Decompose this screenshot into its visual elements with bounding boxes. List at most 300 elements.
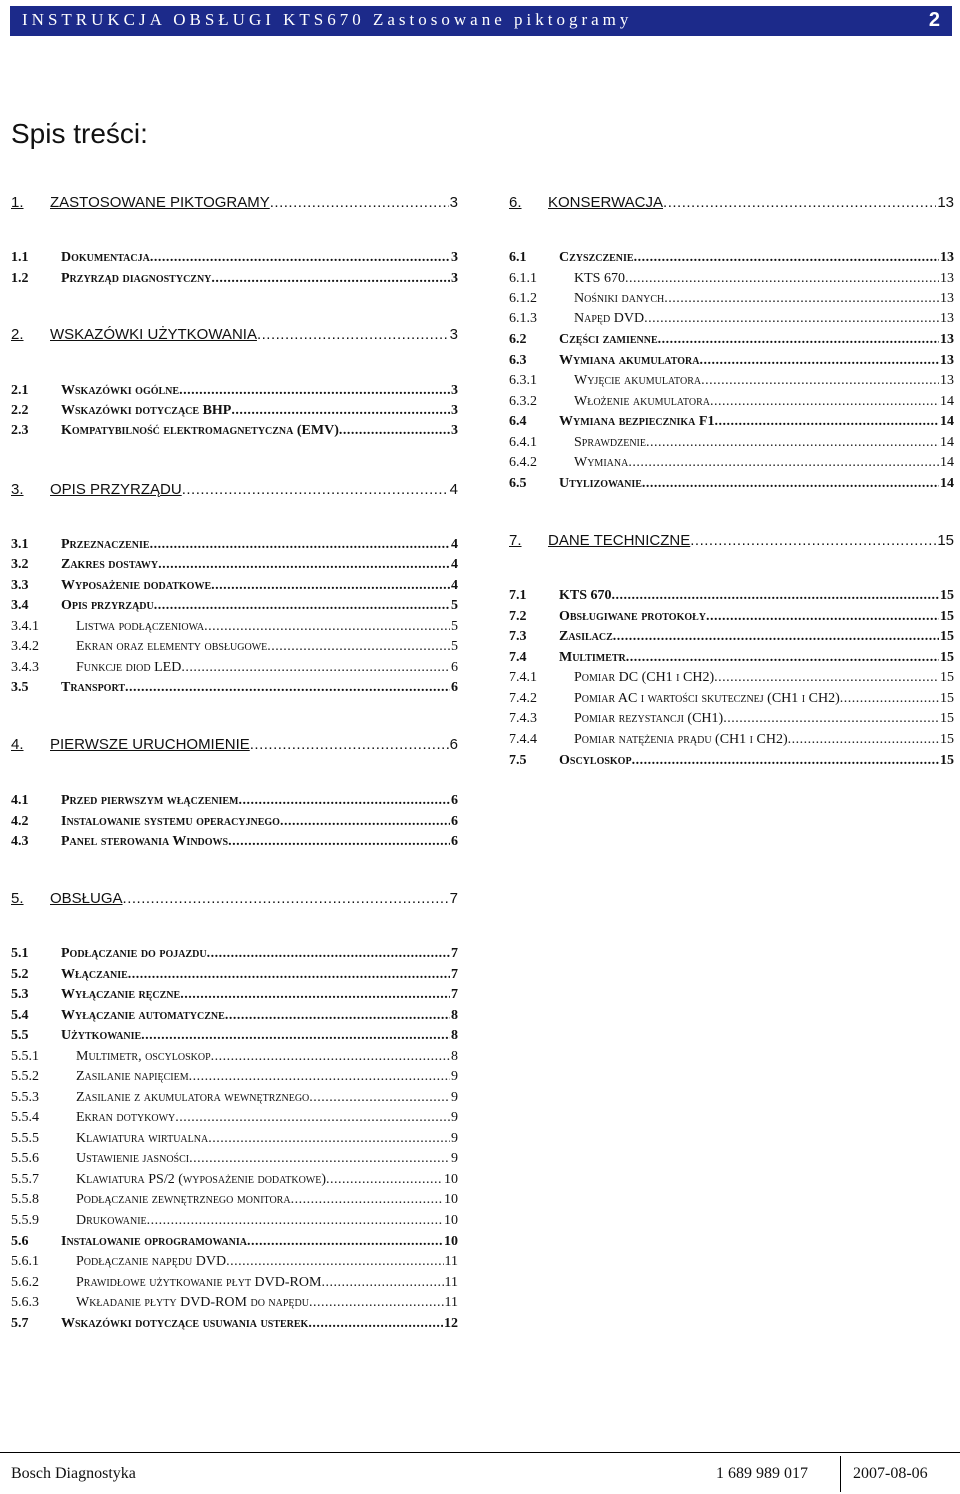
toc-dot-leader xyxy=(701,373,939,389)
toc-dot-leader xyxy=(267,639,450,655)
footer-vertical-divider xyxy=(840,1456,841,1492)
toc-entry[interactable] xyxy=(11,1172,458,1188)
toc-entry-number: 5.5.2 xyxy=(11,1069,39,1084)
toc-entry-page: 3 xyxy=(451,403,458,418)
toc-entry-number: 1. xyxy=(11,194,24,211)
toc-entry[interactable] xyxy=(11,1316,458,1332)
toc-entry-title: Ekran oraz elementy obsługowe xyxy=(76,639,268,654)
toc-entry-page: 13 xyxy=(940,332,954,347)
toc-dot-leader xyxy=(208,1131,450,1147)
toc-entry-number: 5.5.9 xyxy=(11,1213,39,1228)
toc-entry-title: Podłączanie do pojazdu xyxy=(61,946,207,961)
toc-entry-title: Zasilanie z akumulatora wewnętrznego xyxy=(76,1090,310,1105)
toc-entry-number: 7.4.1 xyxy=(509,670,537,685)
toc-entry[interactable] xyxy=(509,609,954,625)
toc-entry[interactable] xyxy=(11,383,458,399)
toc-dot-leader xyxy=(309,1295,444,1311)
toc-dot-leader xyxy=(840,691,939,707)
toc-title: Spis treści: xyxy=(11,118,148,149)
toc-entry-number: 6.4.1 xyxy=(509,435,537,450)
footer-date: 2007-08-06 xyxy=(853,1465,928,1482)
toc-entry-number: 4.3 xyxy=(11,834,29,849)
toc-entry[interactable] xyxy=(509,650,954,666)
toc-entry-number: 5.1 xyxy=(11,946,29,961)
toc-entry-title: Sprawdzenie xyxy=(574,435,646,450)
toc-dot-leader xyxy=(150,537,450,553)
toc-entry-number: 6.2 xyxy=(509,332,527,347)
toc-entry[interactable] xyxy=(11,1049,458,1065)
toc-dot-leader xyxy=(250,736,449,753)
toc-entry[interactable] xyxy=(509,332,954,348)
toc-entry[interactable] xyxy=(11,1090,458,1106)
toc-entry-title: Zasilacz xyxy=(559,629,613,644)
toc-entry-title: Listwa podłączeniowa xyxy=(76,619,205,634)
toc-dot-leader xyxy=(723,711,939,727)
toc-entry-number: 6. xyxy=(509,194,522,211)
toc-dot-leader xyxy=(150,250,450,266)
toc-entry-title: Wskazówki dotyczące usuwania usterek xyxy=(61,1316,309,1331)
toc-dot-leader xyxy=(238,793,450,809)
toc-entry-page: 8 xyxy=(451,1008,458,1023)
toc-entry-title: Instalowanie oprogramowania xyxy=(61,1234,247,1249)
toc-entry-number: 5.4 xyxy=(11,1008,29,1023)
toc-dot-leader xyxy=(706,609,939,625)
toc-entry-title: Napęd DVD xyxy=(574,311,645,326)
toc-entry[interactable] xyxy=(509,271,954,287)
toc-entry-title: KONSERWACJA xyxy=(548,194,664,211)
toc-entry-title: OPIS PRZYRZĄDU xyxy=(50,481,182,498)
toc-entry-page: 6 xyxy=(451,660,458,675)
toc-entry-number: 2.1 xyxy=(11,383,29,398)
toc-dot-leader xyxy=(123,890,449,907)
toc-entry-number: 7.1 xyxy=(509,588,527,603)
toc-dot-leader xyxy=(175,1110,450,1126)
toc-entry[interactable] xyxy=(11,680,458,696)
toc-entry-title: Kompatybilność elektromagnetyczna (EMV) xyxy=(61,423,339,438)
toc-entry-number: 3.4.3 xyxy=(11,660,39,675)
toc-entry-page: 6 xyxy=(451,834,458,849)
toc-dot-leader xyxy=(632,753,939,769)
toc-entry[interactable] xyxy=(11,639,458,655)
toc-entry-number: 7.4.2 xyxy=(509,691,537,706)
toc-entry-page: 13 xyxy=(940,353,954,368)
toc-entry-page: 14 xyxy=(940,414,954,429)
toc-entry-title: Wyłączanie ręczne xyxy=(61,987,181,1002)
toc-entry[interactable] xyxy=(509,291,954,307)
toc-entry[interactable] xyxy=(509,250,954,266)
toc-entry-page: 15 xyxy=(940,650,954,665)
toc-entry[interactable] xyxy=(509,670,954,686)
toc-entry-page: 8 xyxy=(451,1028,458,1043)
toc-entry-number: 2.2 xyxy=(11,403,29,418)
toc-entry-title: Klawiatura wirtualna xyxy=(76,1131,209,1146)
toc-entry[interactable] xyxy=(509,394,954,410)
toc-entry-page: 6 xyxy=(449,736,458,753)
toc-entry[interactable] xyxy=(11,1110,458,1126)
toc-entry-title: Przed pierwszym włączeniem xyxy=(61,793,239,808)
toc-entry-title: Przyrząd diagnostyczny xyxy=(61,271,212,286)
toc-entry[interactable] xyxy=(509,373,954,389)
toc-dot-leader xyxy=(270,194,449,211)
toc-entry-number: 2. xyxy=(11,326,24,343)
toc-entry-page: 14 xyxy=(940,435,954,450)
toc-entry-title: Zakres dostawy xyxy=(61,557,159,572)
toc-entry-page: 14 xyxy=(940,455,954,470)
toc-dot-leader xyxy=(207,946,450,962)
header-title: INSTRUKCJA OBSŁUGI KTS670 Zastosowane piktogramy xyxy=(22,10,633,29)
toc-entry[interactable] xyxy=(11,326,458,343)
toc-entry-number: 5.5.6 xyxy=(11,1151,39,1166)
toc-entry-number: 5.6.3 xyxy=(11,1295,39,1310)
toc-entry[interactable] xyxy=(509,629,954,645)
toc-entry-title: Transport xyxy=(61,680,125,695)
toc-dot-leader xyxy=(612,588,939,604)
toc-entry-number: 7.5 xyxy=(509,753,527,768)
toc-entry-page: 15 xyxy=(940,609,954,624)
toc-entry-page: 10 xyxy=(444,1192,458,1207)
toc-entry-page: 15 xyxy=(940,588,954,603)
toc-entry-number: 7.4.3 xyxy=(509,711,537,726)
toc-entry-title: Czyszczenie xyxy=(559,250,634,265)
toc-entry-title: Pomiar natężenia prądu (CH1 i CH2) xyxy=(574,732,788,747)
toc-dot-leader xyxy=(714,670,939,686)
toc-entry-title: KTS 670 xyxy=(574,271,625,286)
toc-entry[interactable] xyxy=(11,598,458,614)
toc-entry-number: 3.4 xyxy=(11,598,29,613)
toc-entry-number: 5.5.1 xyxy=(11,1049,39,1064)
toc-entry-page: 13 xyxy=(940,373,954,388)
toc-entry[interactable] xyxy=(509,353,954,369)
toc-entry-title: Wskazówki ogólne xyxy=(61,383,180,398)
toc-entry[interactable] xyxy=(11,537,458,553)
toc-entry-title: Wymiana akumulatora xyxy=(559,353,700,368)
toc-entry[interactable] xyxy=(509,414,954,430)
toc-dot-leader xyxy=(181,660,450,676)
toc-dot-leader xyxy=(699,353,939,369)
toc-entry-page: 15 xyxy=(937,532,954,549)
toc-entry-number: 6.1.2 xyxy=(509,291,537,306)
toc-entry-number: 4.1 xyxy=(11,793,29,808)
toc-entry-title: Ustawienie jasności xyxy=(76,1151,190,1166)
toc-entry-title: Nośniki danych xyxy=(574,291,665,306)
toc-entry-number: 3.2 xyxy=(11,557,29,572)
toc-entry-title: Przeznaczenie xyxy=(61,537,150,552)
toc-entry[interactable] xyxy=(11,1151,458,1167)
toc-entry-number: 7.4.4 xyxy=(509,732,537,747)
toc-dot-leader xyxy=(626,650,939,666)
toc-entry[interactable] xyxy=(11,967,458,983)
toc-entry-page: 5 xyxy=(451,619,458,634)
toc-entry[interactable] xyxy=(11,557,458,573)
toc-dot-leader xyxy=(646,435,939,451)
toc-entry-title: Ekran dotykowy xyxy=(76,1110,176,1125)
toc-entry[interactable] xyxy=(11,1028,458,1044)
toc-entry[interactable] xyxy=(11,423,458,439)
toc-entry-number: 3.3 xyxy=(11,578,29,593)
toc-dot-leader xyxy=(308,1316,443,1332)
toc-entry[interactable] xyxy=(509,753,954,769)
toc-entry-title: Włożenie akumulatora xyxy=(574,394,710,409)
toc-dot-leader xyxy=(291,1192,443,1208)
toc-dot-leader xyxy=(326,1172,443,1188)
toc-entry-page: 6 xyxy=(451,680,458,695)
toc-entry[interactable] xyxy=(11,403,458,419)
toc-dot-leader xyxy=(211,578,450,594)
toc-dot-leader xyxy=(690,532,936,549)
toc-entry-page: 15 xyxy=(940,670,954,685)
toc-entry[interactable] xyxy=(509,532,954,549)
toc-entry-title: Opis przyrządu xyxy=(61,598,154,613)
toc-entry-title: Podłączanie napędu DVD xyxy=(76,1254,227,1269)
toc-entry-number: 5.3 xyxy=(11,987,29,1002)
toc-entry-number: 7.4 xyxy=(509,650,527,665)
toc-entry-title: Wymiana xyxy=(574,455,629,470)
footer-divider xyxy=(0,1452,960,1453)
toc-entry-number: 5.5 xyxy=(11,1028,29,1043)
toc-entry-title: Multimetr, oscyloskop xyxy=(76,1049,211,1064)
toc-entry-page: 13 xyxy=(940,311,954,326)
toc-entry-title: Wyjęcie akumulatora xyxy=(574,373,702,388)
toc-entry-number: 5. xyxy=(11,890,24,907)
toc-entry-page: 15 xyxy=(940,629,954,644)
toc-entry-page: 7 xyxy=(451,967,458,982)
toc-dot-leader xyxy=(339,423,450,439)
toc-entry-number: 4.2 xyxy=(11,814,29,829)
toc-entry[interactable] xyxy=(11,1213,458,1229)
toc-entry-page: 6 xyxy=(451,793,458,808)
toc-dot-leader xyxy=(658,332,939,348)
page-number: 2 xyxy=(928,9,940,31)
toc-dot-leader xyxy=(280,814,450,830)
toc-dot-leader xyxy=(714,414,939,430)
toc-entry[interactable] xyxy=(11,1069,458,1085)
toc-dot-leader xyxy=(189,1151,450,1167)
toc-entry-title: Wyłączanie automatyczne xyxy=(61,1008,225,1023)
toc-entry-number: 5.5.3 xyxy=(11,1090,39,1105)
toc-entry-page: 6 xyxy=(451,814,458,829)
toc-entry-title: Zasilanie napięciem xyxy=(76,1069,189,1084)
toc-entry[interactable] xyxy=(509,194,954,211)
toc-entry-title: Podłączanie zewnętrznego monitora xyxy=(76,1192,291,1207)
toc-dot-leader xyxy=(309,1090,450,1106)
toc-dot-leader xyxy=(147,1213,443,1229)
toc-entry-page: 13 xyxy=(937,194,954,211)
toc-entry-title: Części zamienne xyxy=(559,332,658,347)
toc-entry-title: Wymiana bezpiecznika F1 xyxy=(559,414,715,429)
toc-dot-leader xyxy=(141,1028,450,1044)
toc-entry-page: 4 xyxy=(451,578,458,593)
toc-dot-leader xyxy=(226,1254,443,1270)
toc-entry-title: Multimetr xyxy=(559,650,626,665)
toc-entry-title: KTS 670 xyxy=(559,588,612,603)
toc-entry-title: Włączanie xyxy=(61,967,128,982)
toc-dot-leader xyxy=(211,271,450,287)
toc-entry[interactable] xyxy=(11,1295,458,1311)
toc-entry[interactable] xyxy=(11,481,458,498)
toc-entry-number: 6.1 xyxy=(509,250,527,265)
toc-entry-page: 14 xyxy=(940,394,954,409)
toc-entry-title: Obsługiwane protokoły xyxy=(559,609,707,624)
toc-entry-page: 4 xyxy=(449,481,458,498)
toc-entry[interactable] xyxy=(11,1234,458,1250)
toc-entry-number: 1.2 xyxy=(11,271,29,286)
toc-entry-title: WSKAZÓWKI UŻYTKOWANIA xyxy=(50,326,257,343)
toc-entry[interactable] xyxy=(11,1131,458,1147)
toc-entry[interactable] xyxy=(11,736,458,753)
toc-entry-number: 6.3 xyxy=(509,353,527,368)
toc-entry[interactable] xyxy=(11,660,458,676)
toc-entry-number: 5.5.5 xyxy=(11,1131,39,1146)
toc-entry[interactable] xyxy=(11,890,458,907)
toc-dot-leader xyxy=(642,476,939,492)
toc-entry-page: 13 xyxy=(940,271,954,286)
toc-entry[interactable] xyxy=(11,578,458,594)
toc-entry-title: DANE TECHNICZNE xyxy=(548,532,691,549)
page-header xyxy=(10,6,952,36)
toc-entry-page: 13 xyxy=(940,250,954,265)
toc-dot-leader xyxy=(189,1069,450,1085)
footer-doc-number: 1 689 989 017 xyxy=(716,1465,808,1482)
toc-dot-leader xyxy=(128,967,450,983)
toc-entry-title: Klawiatura PS/2 (wyposażenie dodatkowe) xyxy=(76,1172,327,1187)
toc-entry[interactable] xyxy=(11,271,458,287)
toc-entry-page: 9 xyxy=(451,1110,458,1125)
toc-entry-number: 5.7 xyxy=(11,1316,29,1331)
toc-dot-leader xyxy=(710,394,939,410)
toc-entry[interactable] xyxy=(11,1254,458,1270)
toc-entry-page: 10 xyxy=(444,1172,458,1187)
toc-entry-page: 11 xyxy=(444,1254,458,1269)
toc-entry-title: PIERWSZE URUCHOMIENIE xyxy=(50,736,250,753)
toc-entry[interactable] xyxy=(11,1275,458,1291)
toc-dot-leader xyxy=(211,1049,450,1065)
toc-entry-number: 7. xyxy=(509,532,522,549)
toc-entry[interactable] xyxy=(11,1008,458,1024)
toc-entry-page: 9 xyxy=(451,1151,458,1166)
toc-dot-leader xyxy=(644,311,939,327)
toc-entry[interactable] xyxy=(11,834,458,850)
toc-dot-leader xyxy=(225,1008,450,1024)
toc-entry-title: Pomiar AC i wartości skutecznej (CH1 i CH2) xyxy=(574,691,840,706)
toc-dot-leader xyxy=(788,732,939,748)
toc-entry[interactable] xyxy=(11,946,458,962)
toc-entry-page: 9 xyxy=(451,1090,458,1105)
toc-entry-number: 4. xyxy=(11,736,24,753)
toc-entry-title: Utylizowanie xyxy=(559,476,642,491)
toc-dot-leader xyxy=(664,291,939,307)
toc-entry-number: 6.1.1 xyxy=(509,271,537,286)
toc-entry-number: 7.3 xyxy=(509,629,527,644)
toc-dot-leader xyxy=(247,1234,443,1250)
toc-entry-number: 6.4.2 xyxy=(509,455,537,470)
toc-entry-number: 5.6.1 xyxy=(11,1254,39,1269)
toc-entry-page: 13 xyxy=(940,291,954,306)
toc-entry[interactable] xyxy=(11,987,458,1003)
toc-entry-title: Wyposażenie dodatkowe xyxy=(61,578,212,593)
toc-entry-page: 3 xyxy=(451,423,458,438)
toc-entry-title: Pomiar DC (CH1 i CH2) xyxy=(574,670,715,685)
toc-entry-number: 5.6 xyxy=(11,1234,29,1249)
toc-entry-page: 5 xyxy=(451,639,458,654)
toc-entry-title: Użytkowanie xyxy=(61,1028,142,1043)
toc-entry[interactable] xyxy=(11,1192,458,1208)
toc-entry-page: 9 xyxy=(451,1131,458,1146)
toc-entry-number: 7.2 xyxy=(509,609,527,624)
toc-entry-page: 14 xyxy=(940,476,954,491)
toc-entry-number: 3.5 xyxy=(11,680,29,695)
toc-dot-leader xyxy=(125,680,450,696)
toc-entry-page: 15 xyxy=(940,711,954,726)
toc-entry[interactable] xyxy=(11,250,458,266)
toc-entry-title: Instalowanie systemu operacyjnego xyxy=(61,814,280,829)
toc-entry-title: Wkładanie płyty DVD-ROM do napędu xyxy=(76,1295,309,1310)
toc-entry-page: 7 xyxy=(449,890,458,907)
toc-entry-page: 4 xyxy=(451,557,458,572)
toc-entry-page: 7 xyxy=(451,946,458,961)
toc-dot-leader xyxy=(154,598,450,614)
toc-entry-page: 15 xyxy=(940,691,954,706)
toc-entry-page: 7 xyxy=(451,987,458,1002)
toc-entry-number: 3.4.2 xyxy=(11,639,39,654)
toc-entry-page: 9 xyxy=(451,1069,458,1084)
toc-entry-page: 3 xyxy=(451,271,458,286)
toc-entry-page: 3 xyxy=(451,383,458,398)
toc-entry-title: ZASTOSOWANE PIKTOGRAMY xyxy=(50,194,270,211)
toc-entry-number: 6.1.3 xyxy=(509,311,537,326)
toc-entry-number: 3. xyxy=(11,481,24,498)
toc-entry[interactable] xyxy=(509,711,954,727)
toc-entry-page: 10 xyxy=(444,1234,458,1249)
toc-entry-number: 6.5 xyxy=(509,476,527,491)
toc-entry[interactable] xyxy=(509,435,954,451)
toc-entry-number: 6.3.1 xyxy=(509,373,537,388)
toc-entry-number: 6.3.2 xyxy=(509,394,537,409)
toc-entry[interactable] xyxy=(509,691,954,707)
toc-entry[interactable] xyxy=(11,619,458,635)
toc-entry-number: 2.3 xyxy=(11,423,29,438)
toc-entry-page: 15 xyxy=(940,753,954,768)
toc-dot-leader xyxy=(613,629,939,645)
toc-entry-page: 12 xyxy=(444,1316,458,1331)
toc-entry-number: 3.1 xyxy=(11,537,29,552)
toc-entry-title: OBSŁUGA xyxy=(50,890,123,907)
toc-entry-number: 3.4.1 xyxy=(11,619,39,634)
footer-company: Bosch Diagnostyka xyxy=(11,1465,136,1482)
toc-dot-leader xyxy=(179,383,450,399)
toc-entry[interactable] xyxy=(11,194,458,211)
toc-entry[interactable] xyxy=(509,588,954,604)
toc-entry[interactable] xyxy=(509,311,954,327)
toc-dot-leader xyxy=(257,326,449,343)
toc-entry-title: Drukowanie xyxy=(76,1213,147,1228)
toc-entry-page: 10 xyxy=(444,1213,458,1228)
toc-entry[interactable] xyxy=(11,814,458,830)
toc-dot-leader xyxy=(231,403,450,419)
toc-entry-number: 6.4 xyxy=(509,414,527,429)
toc-entry[interactable] xyxy=(509,732,954,748)
toc-dot-leader xyxy=(663,194,936,211)
toc-entry-title: Dokumentacja xyxy=(61,250,150,265)
toc-entry-page: 8 xyxy=(451,1049,458,1064)
toc-dot-leader xyxy=(228,834,450,850)
toc-entry-title: Pomiar rezystancji (CH1) xyxy=(574,711,724,726)
toc-entry[interactable] xyxy=(509,476,954,492)
toc-entry-number: 5.5.8 xyxy=(11,1192,39,1207)
toc-entry[interactable] xyxy=(11,793,458,809)
toc-entry-number: 1.1 xyxy=(11,250,29,265)
toc-entry[interactable] xyxy=(509,455,954,471)
toc-entry-title: Oscyloskop xyxy=(559,753,632,768)
